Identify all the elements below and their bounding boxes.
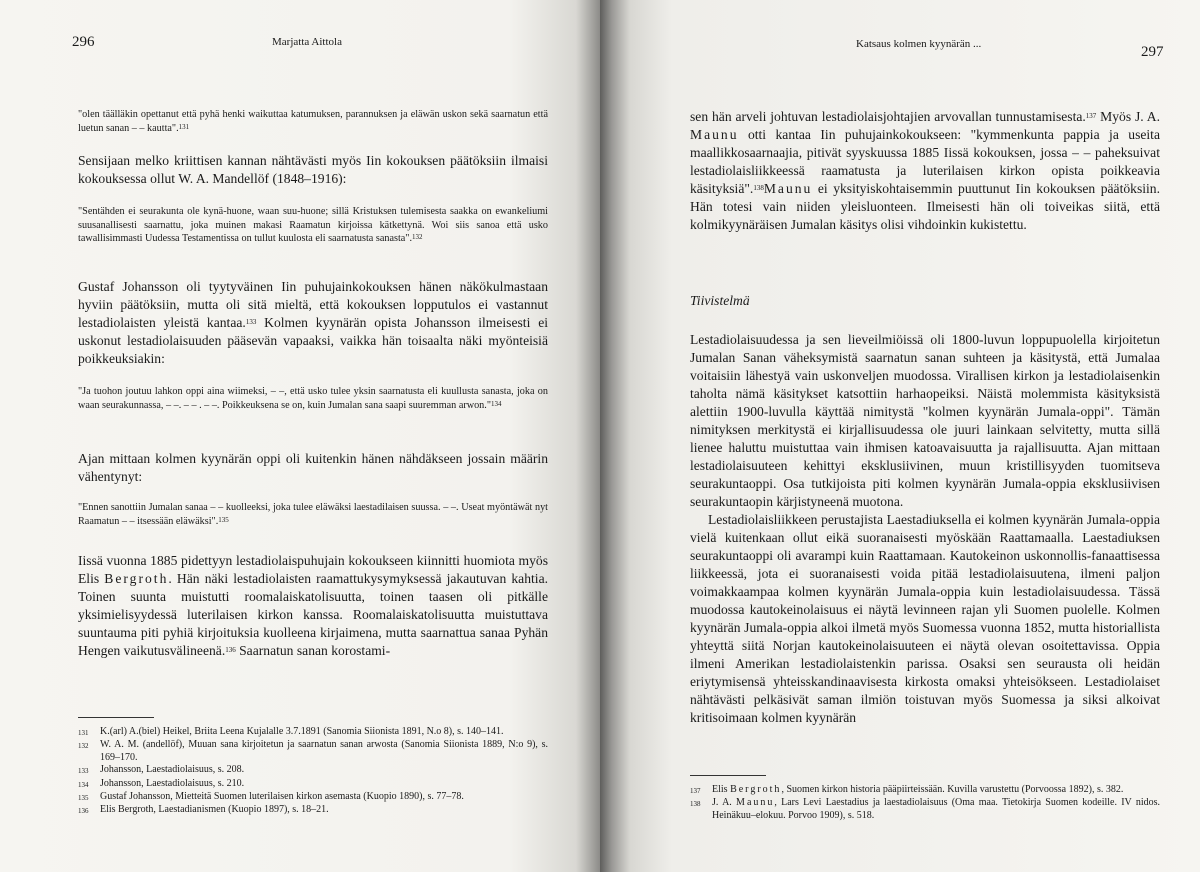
footnote-number: 136 [78, 807, 89, 816]
running-head: Marjatta Aittola [272, 36, 342, 48]
footnote-number: 131 [78, 729, 89, 737]
footnote-rule [690, 775, 766, 776]
footnote-number: 132 [78, 742, 89, 751]
footnote [78, 764, 548, 777]
paragraph: Lestadiolaisuudessa ja sen lieveilmiöissä oli 1800-luvun loppupuolella kirjoitetun Jumalan Sanan väheksymistä saarnatun sanan suhteen ja käsitystä, että Jumalaa voitaisiin lähestyä vain uskonveljen muodossa. Virallisen kirkon ja lestadiolaisenkin taholta nämä käsitykset katsottiin harhaopeiksi. Näistä molemmista käsityksistä alettiin 1900-luvulla käyttää nimitystä "kolmen kyynärän Jumala-oppi". Tämän nimityksen merkitystä ei kirjallisuudessa ole juuri lainkaan selvitetty, mutta sillä lienee haluttu muistuttaa vain ihmisen katoavaisuutta ja rajallisuutta. Ajan mittaan lestadiolaisuuteen kehittyi eksklusiivinen, muun kristillisyyden tuomitseva seurakuntaoppi. Osa tutkijoista piti kolmen kyynärän Jumala-oppia eksklusiivisen seurakuntaopin kärjistyneenä muotona. Lestadiolaisliikkeen perustajista Laestadiuksella ei kolmen kyynärän Jumala-oppia vielä kuitenkaan ollut eikä suoranaisesti myöskään Raattamaalla. Laestadiuksen seurakuntaoppi oli avarampi kuin Raattamaan. Kautokeinon uskonnollis-fanaattisessa liikkeessä, jota ei suoranaisesti voida pitää lestadiolaisuutena, ilmeni paljon voimakkaampaa kolmen kyynärän Jumala-oppia kuin lestadiolaisuudessa. Tässä muodossa kautokeinolaisuus ei näytä levinneen rajan yli Suomen puolelle. Kolmen kyynärän Jumala-oppia alkoi ilmetä myös Suomessa vuonna 1852, mutta historiallista yhteyttä siitä Norjan kautokeinolaisuuteen ei näytä olevan osoitettavissa. Oppia ilmeni Amerikan lestadiolaistenkin parissa. Osaksi sen seurausta oli heidän eriytymisensä yhteisskandinaavisesta kirkosta omaksi yhteisökseen. Lestadiolaiset nähtävästi pelkäsivät saman ilmiön toistuvan myös Suomessa ja siksi alkoivat kritisoimaan kolmen kyynärän [690, 332, 1160, 725]
paragraph: Iissä vuonna 1885 pidettyyn lestadiolaispuhujain kokoukseen kiinnitti huomiota myös Elis Bergroth. Hän näki lestadiolaisten raamattukysymyksessä jakautuvan kahtia. Toinen suunta muistutti roomalaiskatolisuutta, toinen taasen oli pitkälle yksimielisyydessä luterilaisen kirkon kanssa. Roomalaiskatolisuutta muistuttava suuntauma piti pyhiä kirjoituksia kuolleena kirjaimena, mutta saarnattua sanaa Pyhän Hengen vaikutusvälineenä.$^{136}$ Saarnatun sanan korostami- [78, 553, 549, 658]
footnotes [690, 784, 1160, 822]
block-quote: "Ja tuohon joutuu lahkon oppi aina wiimeksi, – –, että usko tulee yksin saarnatusta eli kuullusta sanasta, joka on waan seurakunnassa, – –. – – . – –. Poikkeuksena se on, kuin Jumalan sana saapi suuremman arwon."$^{134}$ [78, 386, 548, 411]
page-number: 297 [1141, 44, 1164, 60]
right-page [600, 0, 1200, 872]
block-quote: "Sentähden ei seurakunta ole kynä-huone, waan suu-huone; sillä Kristuksen tulemisesta saakka on ewankeliumi suusanallisesti saarnattu, joka muinen makasi Raamatun kirjoissa kätkettynä. Woi siis sanoa että usko tawallisimmasti Uudessa Testamentissa on tullut kuulosta eli saarnatusta sanasta".$^{132}$ [78, 206, 548, 244]
footnotes [78, 726, 548, 818]
footnote-number: 133 [78, 767, 89, 776]
footnote-number: 135 [78, 794, 89, 803]
footnote-text: Gustaf Johansson, Mietteitä Suomen luterilaisen kirkon asemasta (Kuopio 1890), s. 77–78. [100, 791, 464, 803]
footnote-number: 137 [690, 787, 701, 795]
footnote-text: K.(arl) A.(biel) Heikel, Briita Leena Kujalalle 3.7.1891 (Sanomia Siionista 1891, N.o 8), s. 140–141. [100, 726, 504, 737]
footnote [690, 797, 1160, 822]
footnote-text: J. A. Maunu, Lars Levi Laestadius ja laestadiolaisuus (Oma maa. Tietokirja Suomen kodeille. IV nidos. Heinäkuu–elokuu. Porvoo 1909), s. 518. [712, 797, 1161, 821]
paragraph: sen hän arveli johtuvan lestadiolaisjohtajien arvovallan tunnustamisesta.$^{137}$ Myös J. A. Maunu otti kantaa Iin puhujainkokoukseen: "kymmenkunta pappia ja useita maallikkosaarnaajia, pitivät syyskuussa 1885 Iissä kokouksen, jossa – – paheksuivat lestadiolaisliikkeessä raamatusta ja luterilaisen kirkon opista poikkeavia käsityksiä".$^{138}$Maunu ei yksityiskohtaisemmin puuttunut Iin kokouksen päätöksiin. Hän totesi vain niiden yleisluonteen. Ilmeisesti hän oli toiveikas siitä, että kolmikyynäräisen Jumalan käsitys olisi vihdoinkin kukistettu. [690, 109, 1160, 232]
footnote-rule [78, 717, 154, 718]
block-quote: "Ennen sanottiin Jumalan sanaa – – kuolleeksi, joka tulee eläwäksi laestadilaisen suussa. – –. Useat myöntäwät nyt Raamatun – – itsessään eläwäksi".$^{135}$ [78, 502, 548, 527]
running-head: Katsaus kolmen kyynärän ... [856, 38, 982, 50]
footnote-text: Johansson, Laestadiolaisuus, s. 210. [100, 777, 245, 789]
footnote [78, 739, 548, 764]
paragraph: Gustaf Johansson oli tyytyväinen Iin puhujainkokouksen hänen näkökulmastaan hyviin päätöksiin, mutta oli sitä mieltä, että kokouksen lopputulos ei vastannut lestadiolaisten yleistä kantaa.$^{133}$ Kolmen kyynärän opista Johansson ilmeisesti ei uskonut lestadiolaisuuden pääsevän vapaaksi, vaikka hän toisaalta näki myönteisiä poikkeuksiakin: [78, 279, 548, 366]
footnote-text: W. A. M. (andellöf), Muuan sana kirjoitetun ja saarnatun sanan arwosta (Sanomia Siionista 1889, N:o 9), s. 169–170. [100, 739, 548, 763]
footnote-text: Johansson, Laestadiolaisuus, s. 208. [100, 764, 245, 776]
footnote [78, 791, 548, 804]
footnote [78, 726, 548, 739]
footnote [78, 778, 548, 791]
footnote-text: Elis Bergroth, Suomen kirkon historia pääpiirteissään. Kuvilla varustettu (Porvoossa 1892), s. 382. [712, 784, 1124, 795]
footnote-number: 138 [690, 800, 701, 809]
paragraph: Sensijaan melko kriittisen kannan nähtävästi myös Iin kokouksen päätöksiin ilmaisi kokouksessa ollut W. A. Mandellöf (1848–1916): [78, 153, 548, 186]
section-heading: Tiivistelmä [690, 293, 750, 308]
footnote [690, 784, 1160, 797]
paragraph: Ajan mittaan kolmen kyynärän oppi oli kuitenkin hänen nähdäkseen jossain määrin vähentynyt: [78, 451, 548, 484]
block-quote: "olen täälläkin opettanut että pyhä henki waikuttaa katumuksen, parannuksen ja eläwän uskon sekä saarnatun että luetun sanan – – kautta".$^{131}$ [78, 109, 548, 134]
footnote-number: 134 [78, 780, 89, 789]
footnote-text: Elis Bergroth, Laestadianismen (Kuopio 1897), s. 18–21. [100, 804, 329, 816]
footnote [78, 804, 548, 817]
page-number: 296 [72, 34, 95, 50]
